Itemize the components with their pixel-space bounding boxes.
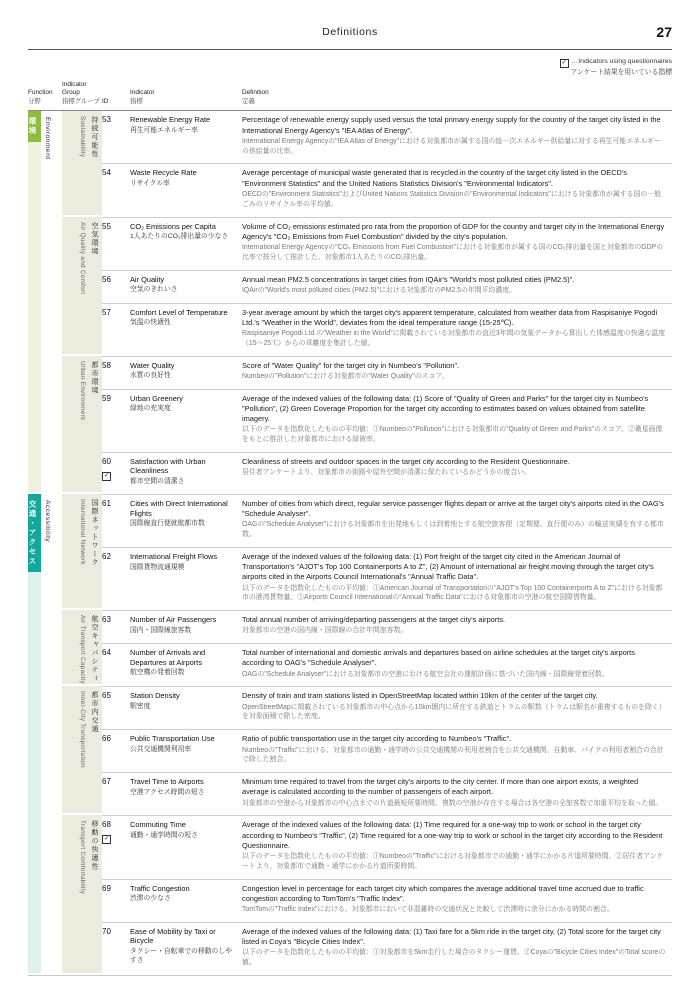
definition-cell (242, 547, 672, 610)
indicator-name-en: Number of Air Passengers (130, 615, 217, 625)
indicator-id: 58 (102, 360, 111, 370)
indicator-id: 53 (102, 115, 111, 125)
indicator-name-en: Waste Recycle Rate (130, 168, 197, 178)
questionnaire-legend (28, 57, 672, 79)
definition-ja: TomTomの"Traffic Index"における、対象都市において非混雑時の交通状況と比較して渋滞時に余分にかかる時間の割合。 (242, 906, 614, 914)
group-air-transport-capacity: 航空キャパシティ Air Transport Capacity (62, 610, 102, 686)
column-header-function: Function 分野 (28, 89, 53, 105)
indicator-name-en: Urban Greenery (130, 393, 183, 403)
definition-en: Cleanliness of streets and outdoor spaces in the target city according to the Resident Questionnaire. (242, 456, 570, 466)
indicator-id: 62 (102, 551, 111, 561)
indicator-id: 63 (102, 615, 111, 625)
definition-cell (242, 452, 672, 494)
definition-en: Ratio of public transportation use in the target city according to Numbeo's "Traffic". (242, 734, 512, 744)
indicator-cell (130, 643, 242, 686)
table-column-headers (28, 81, 672, 112)
questionnaire-checkbox-icon: ✓ (103, 836, 110, 843)
definition-cell (242, 686, 672, 729)
indicator-cell (130, 547, 242, 610)
indicator-name-ja: 国際貨物流通規模 (130, 563, 185, 571)
indicator-name-en: Cities with Direct International Flights (130, 498, 228, 518)
indicator-name-en: CO₂ Emissions per Capita (130, 221, 216, 231)
indicator-cell (130, 922, 242, 975)
definition-en: Volume of CO₂ emissions estimated pro rata from the proportion of GDP for the country and target city in the International Energy Agency's "CO₂ Emissions from Fuel Combustion" divided by the city's population. (242, 221, 665, 241)
function-label-ja: 交通・アクセス (28, 494, 41, 573)
definition-cell (242, 111, 672, 163)
indicator-name-en: International Freight Flows (130, 551, 218, 561)
definition-en: Average of the indexed values of the following data: (1) Time required for a one-way trip to work or school in the target city according to Numbeo's "Traffic", (2) Time required for a one-way trip to work or school in the target city according to the Resident Questionnaire. (242, 820, 663, 850)
definition-cell (242, 163, 672, 216)
id-cell (102, 547, 130, 610)
indicator-id: 60 (102, 456, 111, 466)
indicator-cell (130, 217, 242, 270)
indicator-id: 67 (102, 777, 111, 787)
indicator-name-en: Air Quality (130, 274, 165, 284)
definition-cell (242, 815, 672, 878)
definition-ja: OAGの"Schedule Analyser"における対象都市の空港における航空会社の運航計画に基づいた国内線・国際線発着回数。 (242, 670, 609, 678)
id-cell (102, 815, 130, 878)
group-international-network: 国際ネットワーク International Network (62, 494, 102, 610)
id-cell (102, 452, 130, 494)
indicator-name-ja: 国内・国際線旅客数 (130, 626, 192, 634)
indicator-id: 65 (102, 691, 111, 701)
definition-ja: 以下のデータを指数化したものの平均値：①Numbeoの"Pollution"における対象都市の"Quality of Green and Parks"のスコア、②衛星画像をもとに推計した対象都市における緑被率。 (242, 426, 663, 444)
indicator-id: 54 (102, 168, 111, 178)
indicator-name-en: Water Quality (130, 360, 175, 370)
indicator-cell (130, 163, 242, 216)
indicator-cell (130, 494, 242, 547)
definition-en: Percentage of renewable energy supply used versus the total primary energy supply for the country of the target city listed in the International Energy Agency's "IEA Atlas of Energy". (242, 115, 661, 135)
definition-en: Average of the indexed values of the following data: (1) Score of "Quality of Green and Parks" for the target city in Numbeo's "Pollution", (2) Green Coverage Proportion for the target city according to estimates based on values obtained from satellite imagery. (242, 393, 649, 424)
id-cell (102, 643, 130, 686)
indicator-name-ja: 再生可能エネルギー率 (130, 127, 198, 135)
checkbox-icon: ✓ (561, 60, 567, 66)
page-title: Definitions (322, 26, 378, 38)
function-band-accessibility (28, 494, 62, 975)
function-strip (28, 111, 41, 491)
definition-ja: Numbeoの"Traffic"における、対象都市の通勤・通学時の公共交通機関の利用者割合を公共交通機関、自動車、バイクの利用者割合の合計で除した割合。 (242, 746, 664, 764)
function-label-en: Accessibility (44, 499, 51, 543)
indicator-cell (130, 815, 242, 878)
definition-en: Average of the indexed values of the following data: (1) Taxi fare for a 5km ride in the target city, (2) Total score for the target city listed in Coya's "Bicycle Cities Index". (242, 926, 661, 947)
definition-en: Total annual number of arriving/departing passengers at the target city's airports. (242, 615, 506, 625)
function-label-en: Environment (44, 117, 51, 161)
id-cell (102, 217, 130, 270)
definition-cell (242, 494, 672, 547)
id-cell (102, 111, 130, 163)
definition-ja: IQAirの"World's most polluted cities (PM2.5)"における対象都市のPM2.5の年間平均濃度。 (242, 286, 517, 294)
definition-en: Average of the indexed values of the following data: (1) Port freight of the target city cited in the American Journal of Transportation's "AJOT's Top 100 Containerports A to Z", (2) Amount of international air freight moving through the target city's airports cited in the Airports Council International's "Annual Traffic Data". (242, 551, 654, 582)
column-header-indicator-group: Indicator Group 指標グループ (62, 80, 100, 105)
indicator-name-ja: 緑地の充実度 (130, 405, 171, 413)
indicator-cell (130, 452, 242, 494)
definition-cell (242, 879, 672, 922)
indicator-cell (130, 772, 242, 815)
page-header (28, 26, 672, 50)
indicator-id: 55 (102, 221, 111, 231)
id-cell (102, 389, 130, 452)
indicator-name-en: Renewable Energy Rate (130, 115, 211, 125)
group-transport-comfortability: 移動の快適性 Transport Comfortability (62, 815, 102, 975)
indicator-cell (130, 303, 242, 356)
definition-en: Congestion level in percentage for each target city which compares the average additional travel time accrued due to traffic congestion according to TomTom's "Traffic Index". (242, 883, 644, 903)
definition-cell (242, 217, 672, 270)
indicator-name-ja: 航空機の発着回数 (130, 669, 185, 677)
indicator-cell (130, 610, 242, 643)
indicator-cell (130, 686, 242, 729)
indicator-id: 61 (102, 498, 111, 508)
definition-ja: 以下のデータを指数化したものの平均値：①対象都市を5km走行した場合のタクシー運賃、②Coyaの"Bicycle Cities Index"のTotal scoreの値。 (242, 949, 666, 967)
function-strip (28, 494, 41, 973)
indicator-name-en: Number of Arrivals and Departures at Airports (130, 648, 206, 667)
definition-cell (242, 303, 672, 356)
indicator-name-en: Commuting Time (130, 820, 186, 830)
definition-ja: OAGの"Schedule Analyser"における対象都市を出発地もしくは到着地とする航空旅客便（定期便、直行便のみ）の輸送実績を有する都市数。 (242, 521, 664, 539)
definition-cell (242, 610, 672, 643)
column-header-indicator: Indicator 指標 (130, 89, 155, 105)
indicator-name-ja: 通勤・通学時間の短さ (130, 831, 198, 839)
indicator-name-en: Satisfaction with Urban Cleanliness (130, 456, 206, 476)
indicator-id: 68 (102, 820, 111, 830)
indicator-cell (130, 356, 242, 389)
definition-cell (242, 356, 672, 389)
definition-ja: 対象都市の空港の国内線・国際線の合計年間旅客数。 (242, 627, 408, 635)
definition-ja: 居住者アンケートより、対象都市の街路や屋外空間が清潔に保たれているかどうかの度合い。 (242, 469, 531, 477)
id-cell (102, 879, 130, 922)
indicator-name-en: Ease of Mobility by Taxi or Bicycle (130, 926, 216, 946)
indicator-name-ja: 駅密度 (130, 703, 151, 711)
indicator-cell (130, 389, 242, 452)
definition-ja: OpenStreetMapに掲載されている対象都市の中心点から10km圏内に所在する鉄道とトラムの駅数（トラムは駅名が重複するものを除く）を対象面積で除した密度。 (242, 703, 666, 721)
column-header-definition: Definition 定義 (242, 89, 269, 105)
definition-ja: Numbeoの"Pollution"における対象都市の"Water Quality"のスコア。 (242, 372, 449, 380)
legend-text-en: …Indicators using questionnaires (571, 58, 672, 65)
indicator-name-ja: 公共交通機関利用率 (130, 745, 192, 753)
definition-cell (242, 772, 672, 815)
indicator-name-en: Station Density (130, 691, 180, 701)
definition-ja: 対象都市の空港から対象都市の中心点までの片道最短所要時間。複数の空港が存在する場合は各空港の全旅客数で加重平均を取った値。 (242, 799, 663, 807)
definition-ja: Raspisaniye Pogodi Ltd.の"Weather in the World"に掲載されている対象都市の直近3年間の気象データから算出した体感温度の快適な温度（15〜25℃）からの乖離度を集計した値。 (242, 330, 666, 347)
group-urban-environment: 都市環境 Urban Environment (62, 356, 102, 494)
indicator-name-en: Public Transportation Use (130, 734, 215, 744)
indicator-name-ja: 渋滞の少なさ (130, 895, 171, 903)
definition-cell (242, 643, 672, 686)
indicator-name-en: Travel Time to Airports (130, 777, 204, 787)
id-cell (102, 356, 130, 389)
definition-cell (242, 922, 672, 975)
group-inner-city-transportation: 都市内交通 Inner-City Transportation (62, 686, 102, 815)
definition-ja: 以下のデータを指数化したものの平均値：①American Journal of Transportationの"AJOT's Top 100 Containerports A to Z"における対象都市の港湾貨物量、②Airports Council Internationalの"Annual Traffic Data"における対象都市の空港の航空国際貨物量。 (242, 584, 663, 602)
indicator-id: 57 (102, 307, 111, 317)
column-header-id: ID (102, 97, 109, 105)
id-cell (102, 494, 130, 547)
indicator-id: 66 (102, 734, 111, 744)
indicator-name-en: Traffic Congestion (130, 883, 190, 893)
indicator-cell (130, 879, 242, 922)
indicator-name-ja: 気温の快適性 (130, 319, 171, 327)
definition-cell (242, 729, 672, 772)
definition-en: Density of train and tram stations listed in OpenStreetMap located within 10km of the center of the target city. (242, 691, 598, 701)
indicator-name-ja: 水質の良好性 (130, 372, 171, 380)
indicator-name-ja: リサイクル率 (130, 180, 170, 188)
definition-en: 3-year average amount by which the target city's apparent temperature, calculated from weather data from Raspisaniye Pogodi Ltd.'s "Weather in the World", deviates from the ideal temperature range (15-25℃). (242, 307, 658, 327)
definition-ja: International Energy Agencyの"IEA Atlas of Energy"における対象都市が属する国の総一次エネルギー供給量に対する再生可能エネルギーの供給量の比率。 (242, 137, 661, 155)
id-cell (102, 772, 130, 815)
definition-cell (242, 389, 672, 452)
indicator-id: 56 (102, 274, 111, 284)
definition-ja: OECDの"Environment Statistics"およびUnited Nations Statistics Divisionの"Environmental Indicators"における対象都市が属する国の一般ごみのリサイクル率の平均値。 (242, 190, 662, 208)
indicator-name-ja: 空気のきれいさ (130, 286, 178, 294)
id-cell (102, 610, 130, 643)
group-sustainability: 持続可能性 Sustainability (62, 111, 102, 216)
definition-ja: 以下のデータを指数化したものの平均値：①Numbeoの"Traffic"における対象都市での通勤・通学にかかる片道所要時間、②居住者アンケートより、対象都市で通勤・通学にかかる片道所要時間。 (242, 852, 664, 870)
indicator-name-en: Comfort Level of Temperature (130, 307, 228, 317)
indicator-name-ja: 国際線直行便就航都市数 (130, 520, 205, 528)
definition-cell (242, 270, 672, 303)
id-cell (102, 922, 130, 975)
indicator-id: 70 (102, 926, 111, 936)
definition-ja: International Energy Agencyの"CO₂ Emissions from Fuel Combustion"における対象都市が属する国のCO₂排出量を国と対象都市のGDPの比率で按分して推計した、対象都市1人あたりのCO₂排出量。 (242, 243, 664, 261)
id-cell (102, 303, 130, 356)
indicator-name-ja: 1人あたりのCO₂排出量の少なさ (130, 233, 229, 241)
definition-en: Average percentage of municipal waste generated that is recycled in the country of the target city listed in the OECD's "Environment Statistics" and the United Nations Statistics Division's "Environmental Indicators". (242, 168, 627, 188)
id-cell (102, 686, 130, 729)
definition-en: Total number of international and domestic arrivals and departures based on airline schedules at the target city's airports according to OAG's "Schedule Analyser". (242, 648, 635, 668)
id-cell (102, 163, 130, 216)
group-air-quality-and-comfort: 空気環境 Air Quality and Comfort (62, 217, 102, 356)
id-cell (102, 729, 130, 772)
definitions-table (28, 111, 672, 975)
id-cell (102, 270, 130, 303)
indicator-cell (130, 270, 242, 303)
indicator-name-ja: 空港アクセス時間の短さ (130, 788, 205, 796)
definition-en: Annual mean PM2.5 concentrations in target cities from IQAir's "World's most polluted cities (PM2.5)". (242, 274, 575, 284)
legend-text-ja: アンケート結果を用いている指標 (570, 69, 672, 76)
function-band-environment (28, 111, 62, 493)
indicator-id: 64 (102, 648, 111, 658)
indicator-cell (130, 111, 242, 163)
definition-en: Minimum time required to travel from the target city's airports to the city center. If more than one airport exists, a weighted average is calculated according to the number of passengers of each airport. (242, 777, 639, 797)
indicator-id: 59 (102, 393, 111, 403)
indicator-cell (130, 729, 242, 772)
indicator-name-ja: 都市空間の清潔さ (130, 478, 185, 486)
definition-en: Number of cities from which direct, regular service passenger flights depart or arrive at the target city's airports cited in the OAG's "Schedule Analyser". (242, 498, 664, 519)
page-number: 27 (656, 24, 672, 40)
indicator-name-ja: タクシー・自転車での移動のしやすさ (130, 948, 232, 964)
function-label-ja: 環境 (28, 111, 41, 142)
definition-en: Score of "Water Quality" for the target city in Numbeo's "Pollution". (242, 360, 460, 370)
indicator-id: 69 (102, 883, 111, 893)
questionnaire-checkbox-icon: ✓ (103, 472, 110, 479)
